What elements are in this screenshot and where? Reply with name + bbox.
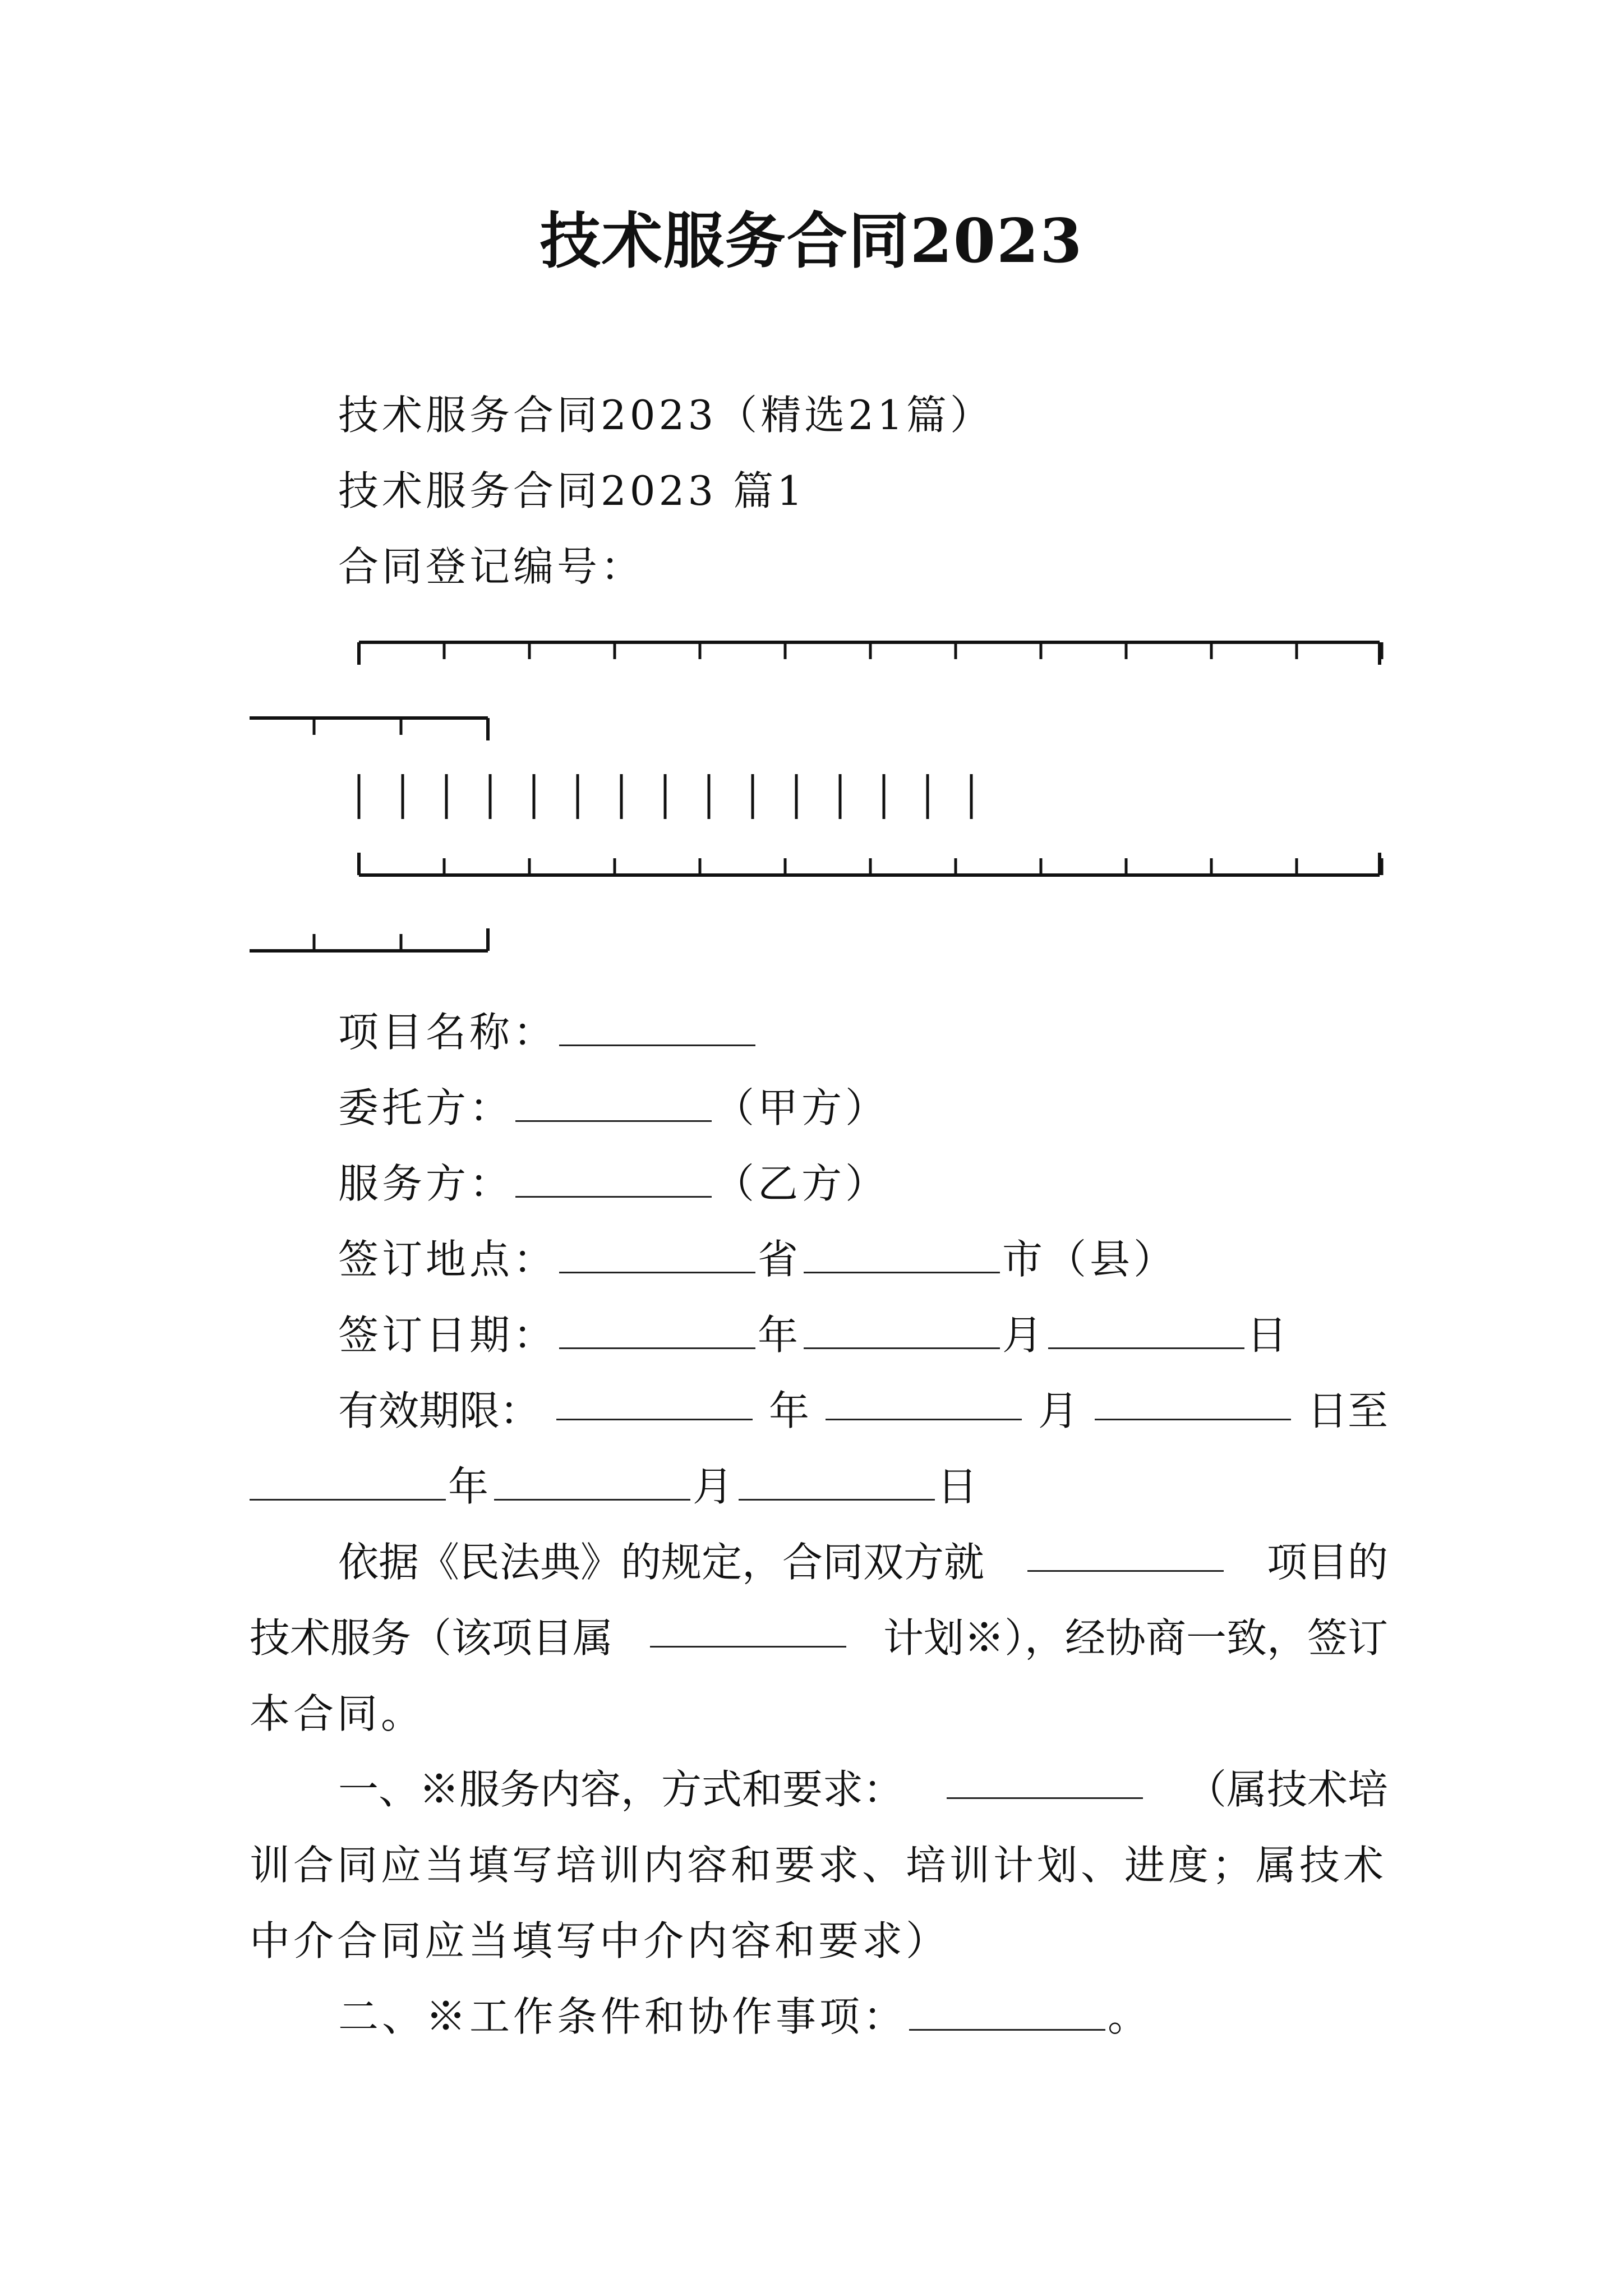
para1-line1 <box>338 1534 1388 1590</box>
item1-paren: （属技术培 <box>1186 1766 1388 1813</box>
signing-year-label: 年 <box>758 1312 802 1359</box>
city-blank[interactable] <box>804 1236 1000 1273</box>
signing-month-label: 月 <box>1002 1312 1046 1359</box>
item1-line2: 训合同应当填写培训内容和要求、培训计划、进度；属技术 <box>250 1842 1387 1889</box>
client-blank[interactable] <box>515 1084 712 1122</box>
provider-row <box>338 1156 889 1212</box>
signing-date-label: 签订日期： <box>338 1312 557 1359</box>
valid-start-year-label: 年 <box>768 1387 809 1434</box>
province-blank[interactable] <box>559 1236 755 1273</box>
item1-start: 一、※服务内容，方式和要求： <box>338 1766 904 1813</box>
para1-line2-start: 技术服务（该项目属 <box>250 1614 614 1662</box>
valid-start-year-blank[interactable] <box>556 1383 753 1420</box>
valid-start-day-blank[interactable] <box>1095 1383 1291 1420</box>
valid-end-month-blank[interactable] <box>494 1463 690 1501</box>
provider-suffix: （乙方） <box>714 1160 889 1207</box>
signing-date-row <box>338 1307 1290 1363</box>
para1-project-blank[interactable] <box>1027 1534 1224 1572</box>
item1-line3: 中介合同应当填写中介内容和要求） <box>250 1917 950 1964</box>
para1-line2-end: 计划※），经协商一致，签订 <box>883 1614 1388 1662</box>
valid-period-label: 有效期限： <box>338 1387 541 1434</box>
signing-month-blank[interactable] <box>804 1312 1000 1349</box>
document-title: 技术服务合同2023 <box>540 206 1083 277</box>
project-name-row <box>338 1004 758 1060</box>
valid-end-year-blank[interactable] <box>250 1463 446 1501</box>
signing-place-row <box>338 1231 1177 1287</box>
valid-end-day-label: 日 <box>937 1463 981 1510</box>
province-label: 省 <box>758 1236 802 1283</box>
valid-end-year-label: 年 <box>448 1463 492 1510</box>
valid-period-row-1 <box>338 1383 1388 1439</box>
valid-period-row-2 <box>250 1458 981 1515</box>
para1-project-label: 项目的 <box>1266 1539 1388 1586</box>
para1-line2 <box>250 1610 1388 1666</box>
registration-number-grid <box>0 0 1623 965</box>
item2-line <box>338 1989 1151 2045</box>
para1-start: 依据《民法典》的规定，合同双方就 <box>338 1539 985 1586</box>
project-name-label: 项目名称： <box>338 1009 557 1056</box>
item1-line1 <box>338 1761 1388 1818</box>
item1-blank[interactable] <box>947 1761 1143 1799</box>
valid-end-day-blank[interactable] <box>739 1463 935 1501</box>
valid-end-month-label: 月 <box>693 1463 737 1510</box>
project-name-blank[interactable] <box>559 1009 755 1046</box>
valid-start-month-label: 月 <box>1038 1387 1078 1434</box>
item2-start: 二、※工作条件和协作事项： <box>338 1993 907 2040</box>
document-subtitle: 技术服务合同2023（精选21篇） <box>338 392 994 439</box>
provider-label: 服务方： <box>338 1160 514 1207</box>
signing-day-blank[interactable] <box>1048 1312 1244 1349</box>
client-suffix: （甲方） <box>714 1084 889 1131</box>
para1-plan-blank[interactable] <box>650 1610 846 1648</box>
valid-day-to-label: 日至 <box>1307 1387 1388 1434</box>
para1-line3: 本合同。 <box>250 1690 425 1737</box>
signing-place-label: 签订地点： <box>338 1236 557 1283</box>
signing-year-blank[interactable] <box>559 1312 755 1349</box>
client-label: 委托方： <box>338 1084 514 1131</box>
valid-start-month-blank[interactable] <box>826 1383 1022 1420</box>
signing-day-label: 日 <box>1247 1312 1291 1359</box>
item2-blank[interactable] <box>909 1993 1105 2031</box>
section-heading: 技术服务合同2023 篇1 <box>338 467 806 514</box>
provider-blank[interactable] <box>515 1160 712 1198</box>
item2-end: 。 <box>1108 1993 1152 2040</box>
city-label: 市（县） <box>1002 1236 1178 1283</box>
registration-label: 合同登记编号： <box>338 543 645 590</box>
client-row <box>338 1080 889 1136</box>
